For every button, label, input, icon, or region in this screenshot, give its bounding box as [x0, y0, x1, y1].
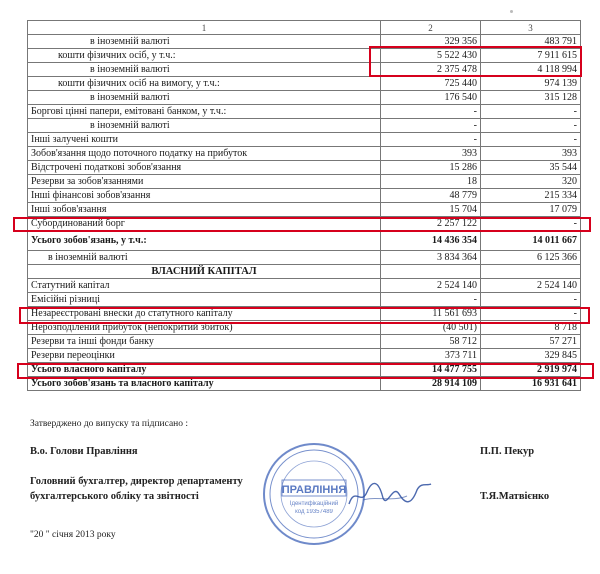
- chair-title: В.о. Голови Правління: [30, 446, 138, 457]
- row-label: Резерви та інші фонди банку: [28, 335, 381, 349]
- row-label: в іноземній валюті: [28, 35, 381, 49]
- row-label: Незареєстровані внески до статутного капіталу: [28, 307, 381, 321]
- value-col-2: 18: [381, 175, 481, 189]
- value-col-2: 28 914 109: [381, 377, 481, 391]
- value-col-3: 7 911 615: [481, 49, 581, 63]
- value-col-3: 57 271: [481, 335, 581, 349]
- header-row: [28, 21, 581, 35]
- value-col-3: 4 118 994: [481, 63, 581, 77]
- date-text: "20 " січня 2013 року: [30, 530, 116, 540]
- table-row: [28, 175, 581, 189]
- value-col-3: 393: [481, 147, 581, 161]
- value-col-2: 176 540: [381, 91, 481, 105]
- row-label: Усього зобов'язань та власного капіталу: [28, 377, 381, 391]
- value-col-2: 5 522 430: [381, 49, 481, 63]
- row-label: Інші залучені кошти: [28, 133, 381, 147]
- value-col-2: 393: [381, 147, 481, 161]
- table-row: [28, 377, 581, 391]
- value-col-3: 483 791: [481, 35, 581, 49]
- row-label: Зобов'язання щодо поточного податку на прибуток: [28, 147, 381, 161]
- approved-text: Затверджено до випуску та підписано :: [30, 419, 189, 429]
- table-row: [28, 231, 581, 251]
- row-label: в іноземній валюті: [28, 119, 381, 133]
- value-col-2: 3 834 364: [381, 251, 481, 265]
- value-col-2: 725 440: [381, 77, 481, 91]
- header-col-2: 2: [381, 21, 481, 35]
- stamp-center-text: ПРАВЛІННЯ: [281, 484, 347, 496]
- value-col-3: -: [481, 133, 581, 147]
- value-col-3: 14 011 667: [481, 231, 581, 251]
- row-label: Інші зобов'язання: [28, 203, 381, 217]
- row-label: Усього власного капіталу: [28, 363, 381, 377]
- scan-speck: [510, 10, 513, 13]
- section-row: [28, 265, 581, 279]
- table-row: [28, 147, 581, 161]
- value-col-3: -: [481, 217, 581, 231]
- value-col-2: -: [381, 293, 481, 307]
- value-col-2: 2 375 478: [381, 63, 481, 77]
- table-row: [28, 217, 581, 231]
- value-col-3: 8 718: [481, 321, 581, 335]
- value-col-3: 17 079: [481, 203, 581, 217]
- row-label: Резерви за зобов'язаннями: [28, 175, 381, 189]
- value-col-3: 35 544: [481, 161, 581, 175]
- value-col-3: -: [481, 119, 581, 133]
- section-label: ВЛАСНИЙ КАПІТАЛ: [28, 265, 381, 279]
- header-col-1: 1: [28, 21, 381, 35]
- value-col-3: 2 919 974: [481, 363, 581, 377]
- value-col-2: 329 356: [381, 35, 481, 49]
- row-label: Відстрочені податкові зобов'язання: [28, 161, 381, 175]
- value-col-2: 15 286: [381, 161, 481, 175]
- value-col-2: 2 524 140: [381, 279, 481, 293]
- row-label: Інші фінансові зобов'язання: [28, 189, 381, 203]
- row-label: кошти фізичних осіб на вимогу, у т.ч.:: [28, 77, 381, 91]
- accountant-name: Т.Я.Матвієнко: [480, 491, 550, 502]
- row-label: в іноземній валюті: [28, 91, 381, 105]
- table-row: [28, 363, 581, 377]
- value-col-3: -: [481, 307, 581, 321]
- value-col-2: -: [381, 119, 481, 133]
- stamp-code-line-1: Ідентифікаційний: [289, 501, 339, 507]
- row-label: Усього зобов'язань, у т.ч.:: [28, 231, 381, 251]
- row-label: Нерозподілений прибуток (непокритий збиток): [28, 321, 381, 335]
- value-col-2: 2 257 122: [381, 217, 481, 231]
- value-col-3: 974 139: [481, 77, 581, 91]
- table-row: [28, 49, 581, 63]
- table-row: [28, 321, 581, 335]
- table-row: [28, 189, 581, 203]
- value-col-2: -: [381, 105, 481, 119]
- row-label: Статутний капітал: [28, 279, 381, 293]
- value-col-2: 48 779: [381, 189, 481, 203]
- value-col-3: -: [481, 105, 581, 119]
- table-row: [28, 279, 581, 293]
- table-row: [28, 161, 581, 175]
- balance-sheet: [27, 20, 580, 391]
- table-row: [28, 307, 581, 321]
- accountant-title-line1: Головний бухгалтер, директор департаменту: [30, 476, 243, 487]
- value-col-3: 315 128: [481, 91, 581, 105]
- table-row: [28, 349, 581, 363]
- row-label: Субординований борг: [28, 217, 381, 231]
- table-row: [28, 133, 581, 147]
- table-row: [28, 203, 581, 217]
- table-row: [28, 77, 581, 91]
- value-col-2: 373 711: [381, 349, 481, 363]
- row-label: в іноземній валюті: [28, 251, 381, 265]
- row-label: Емісійні різниці: [28, 293, 381, 307]
- table-row: [28, 91, 581, 105]
- row-label: Боргові цінні папери, емітовані банком, у т.ч.:: [28, 105, 381, 119]
- table-row: [28, 105, 581, 119]
- stamp-code-line-2: код 19357489: [295, 509, 333, 515]
- table-row: [28, 293, 581, 307]
- value-col-2: 11 561 693: [381, 307, 481, 321]
- table-row: [28, 119, 581, 133]
- table-row: [28, 335, 581, 349]
- value-col-3: 320: [481, 175, 581, 189]
- accountant-title-line2: бухгалтерського обліку та звітності: [30, 491, 199, 502]
- value-col-3: 2 524 140: [481, 279, 581, 293]
- value-col-2: 14 477 755: [381, 363, 481, 377]
- table-row: [28, 35, 581, 49]
- row-label: в іноземній валюті: [28, 63, 381, 77]
- table-row: [28, 251, 581, 265]
- row-label: кошти фізичних осіб, у т.ч.:: [28, 49, 381, 63]
- signature-scribble: [345, 476, 435, 512]
- value-col-3: 329 845: [481, 349, 581, 363]
- value-col-2: -: [381, 133, 481, 147]
- header-col-3: 3: [481, 21, 581, 35]
- value-col-3: 6 125 366: [481, 251, 581, 265]
- value-col-2: 15 704: [381, 203, 481, 217]
- cell-blank: [381, 265, 481, 279]
- value-col-2: (40 501): [381, 321, 481, 335]
- value-col-2: 14 436 354: [381, 231, 481, 251]
- row-label: Резерви переоцінки: [28, 349, 381, 363]
- cell-blank: [481, 265, 581, 279]
- value-col-3: 16 931 641: [481, 377, 581, 391]
- value-col-3: 215 334: [481, 189, 581, 203]
- chair-name: П.П. Пекур: [480, 446, 535, 457]
- value-col-2: 58 712: [381, 335, 481, 349]
- balance-table: [27, 20, 581, 391]
- value-col-3: -: [481, 293, 581, 307]
- table-row: [28, 63, 581, 77]
